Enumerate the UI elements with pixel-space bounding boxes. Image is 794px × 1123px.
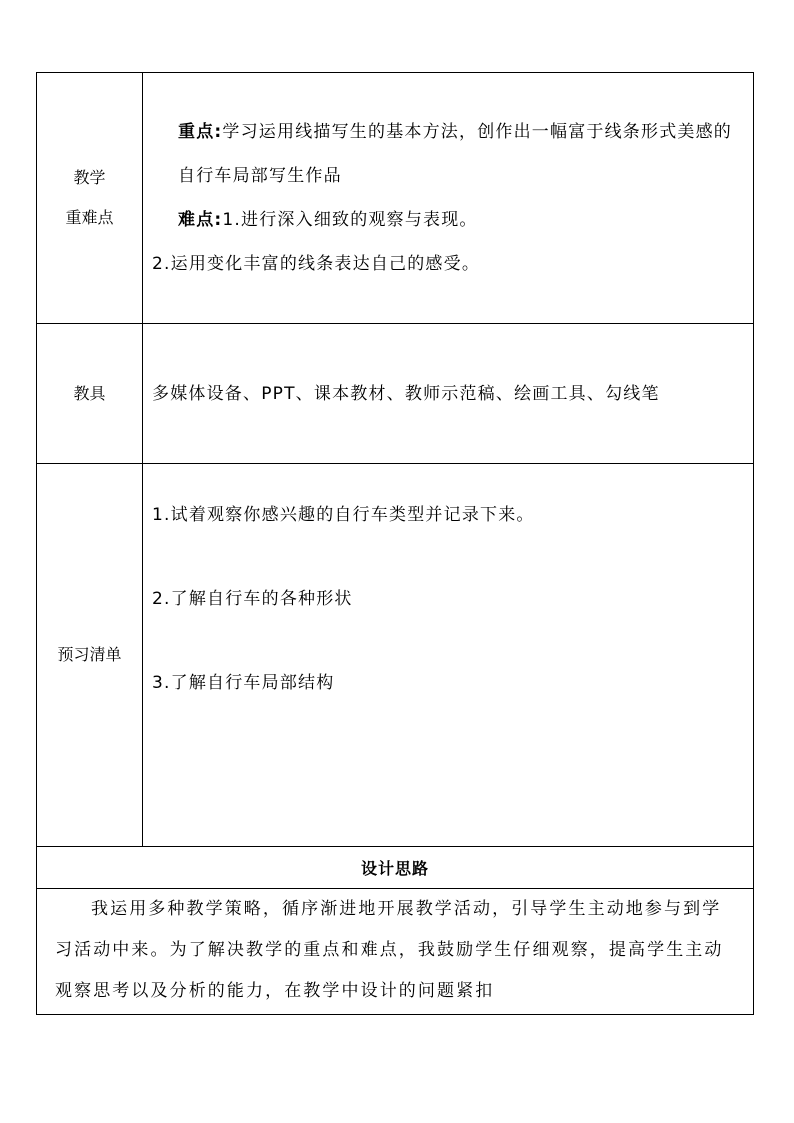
- design-body-row: [37, 889, 754, 1015]
- lesson-plan-table: [36, 72, 754, 1015]
- focus-paragraph: [152, 110, 743, 198]
- focus-label: 重点:: [178, 122, 223, 142]
- preview-spacer: [152, 705, 743, 817]
- preview-gap: [152, 621, 743, 661]
- preview-item-1: 1.试着观察你感兴趣的自行车类型并记录下来。: [152, 505, 535, 525]
- difficulty-item-1: 1.进行深入细致的观察与表现。: [222, 210, 478, 230]
- design-text: 我运用多种教学策略，循序渐进地开展教学活动，引导学生主动地参与到学习活动中来。为了解决教学的重点和难点，我鼓励学生仔细观察，提高学生主动观察思考以及分析的能力，在教学中设计的问题紧扣: [37, 889, 754, 1015]
- design-heading: 设计思路: [37, 847, 754, 889]
- tools-row: [37, 324, 754, 464]
- focus-text: 学习运用线描写生的基本方法，创作出一幅富于线条形式美感的自行车局部写生作品: [178, 122, 733, 186]
- design-heading-row: [37, 847, 754, 889]
- key-points-row: [37, 73, 754, 324]
- key-points-content-cell: [143, 73, 754, 324]
- preview-row: [37, 464, 754, 847]
- preview-item-3: 3.了解自行车局部结构: [152, 673, 335, 693]
- preview-content-cell: [143, 464, 754, 847]
- preview-label: 预习清单: [37, 464, 143, 847]
- key-points-label-cell: [37, 73, 143, 324]
- tools-label: 教具: [37, 324, 143, 464]
- difficulty-label: 难点:: [178, 210, 223, 230]
- key-points-label-line2: 重难点: [65, 208, 114, 227]
- tools-text: 多媒体设备、PPT、课本教材、教师示范稿、绘画工具、勾线笔: [143, 324, 754, 464]
- preview-item-2: 2.了解自行车的各种形状: [152, 589, 353, 609]
- preview-gap: [152, 537, 743, 577]
- key-points-label-line1: 教学: [73, 168, 106, 187]
- difficulty-paragraph: [152, 198, 743, 242]
- difficulty-item-2: 2.运用变化丰富的线条表达自己的感受。: [152, 254, 481, 274]
